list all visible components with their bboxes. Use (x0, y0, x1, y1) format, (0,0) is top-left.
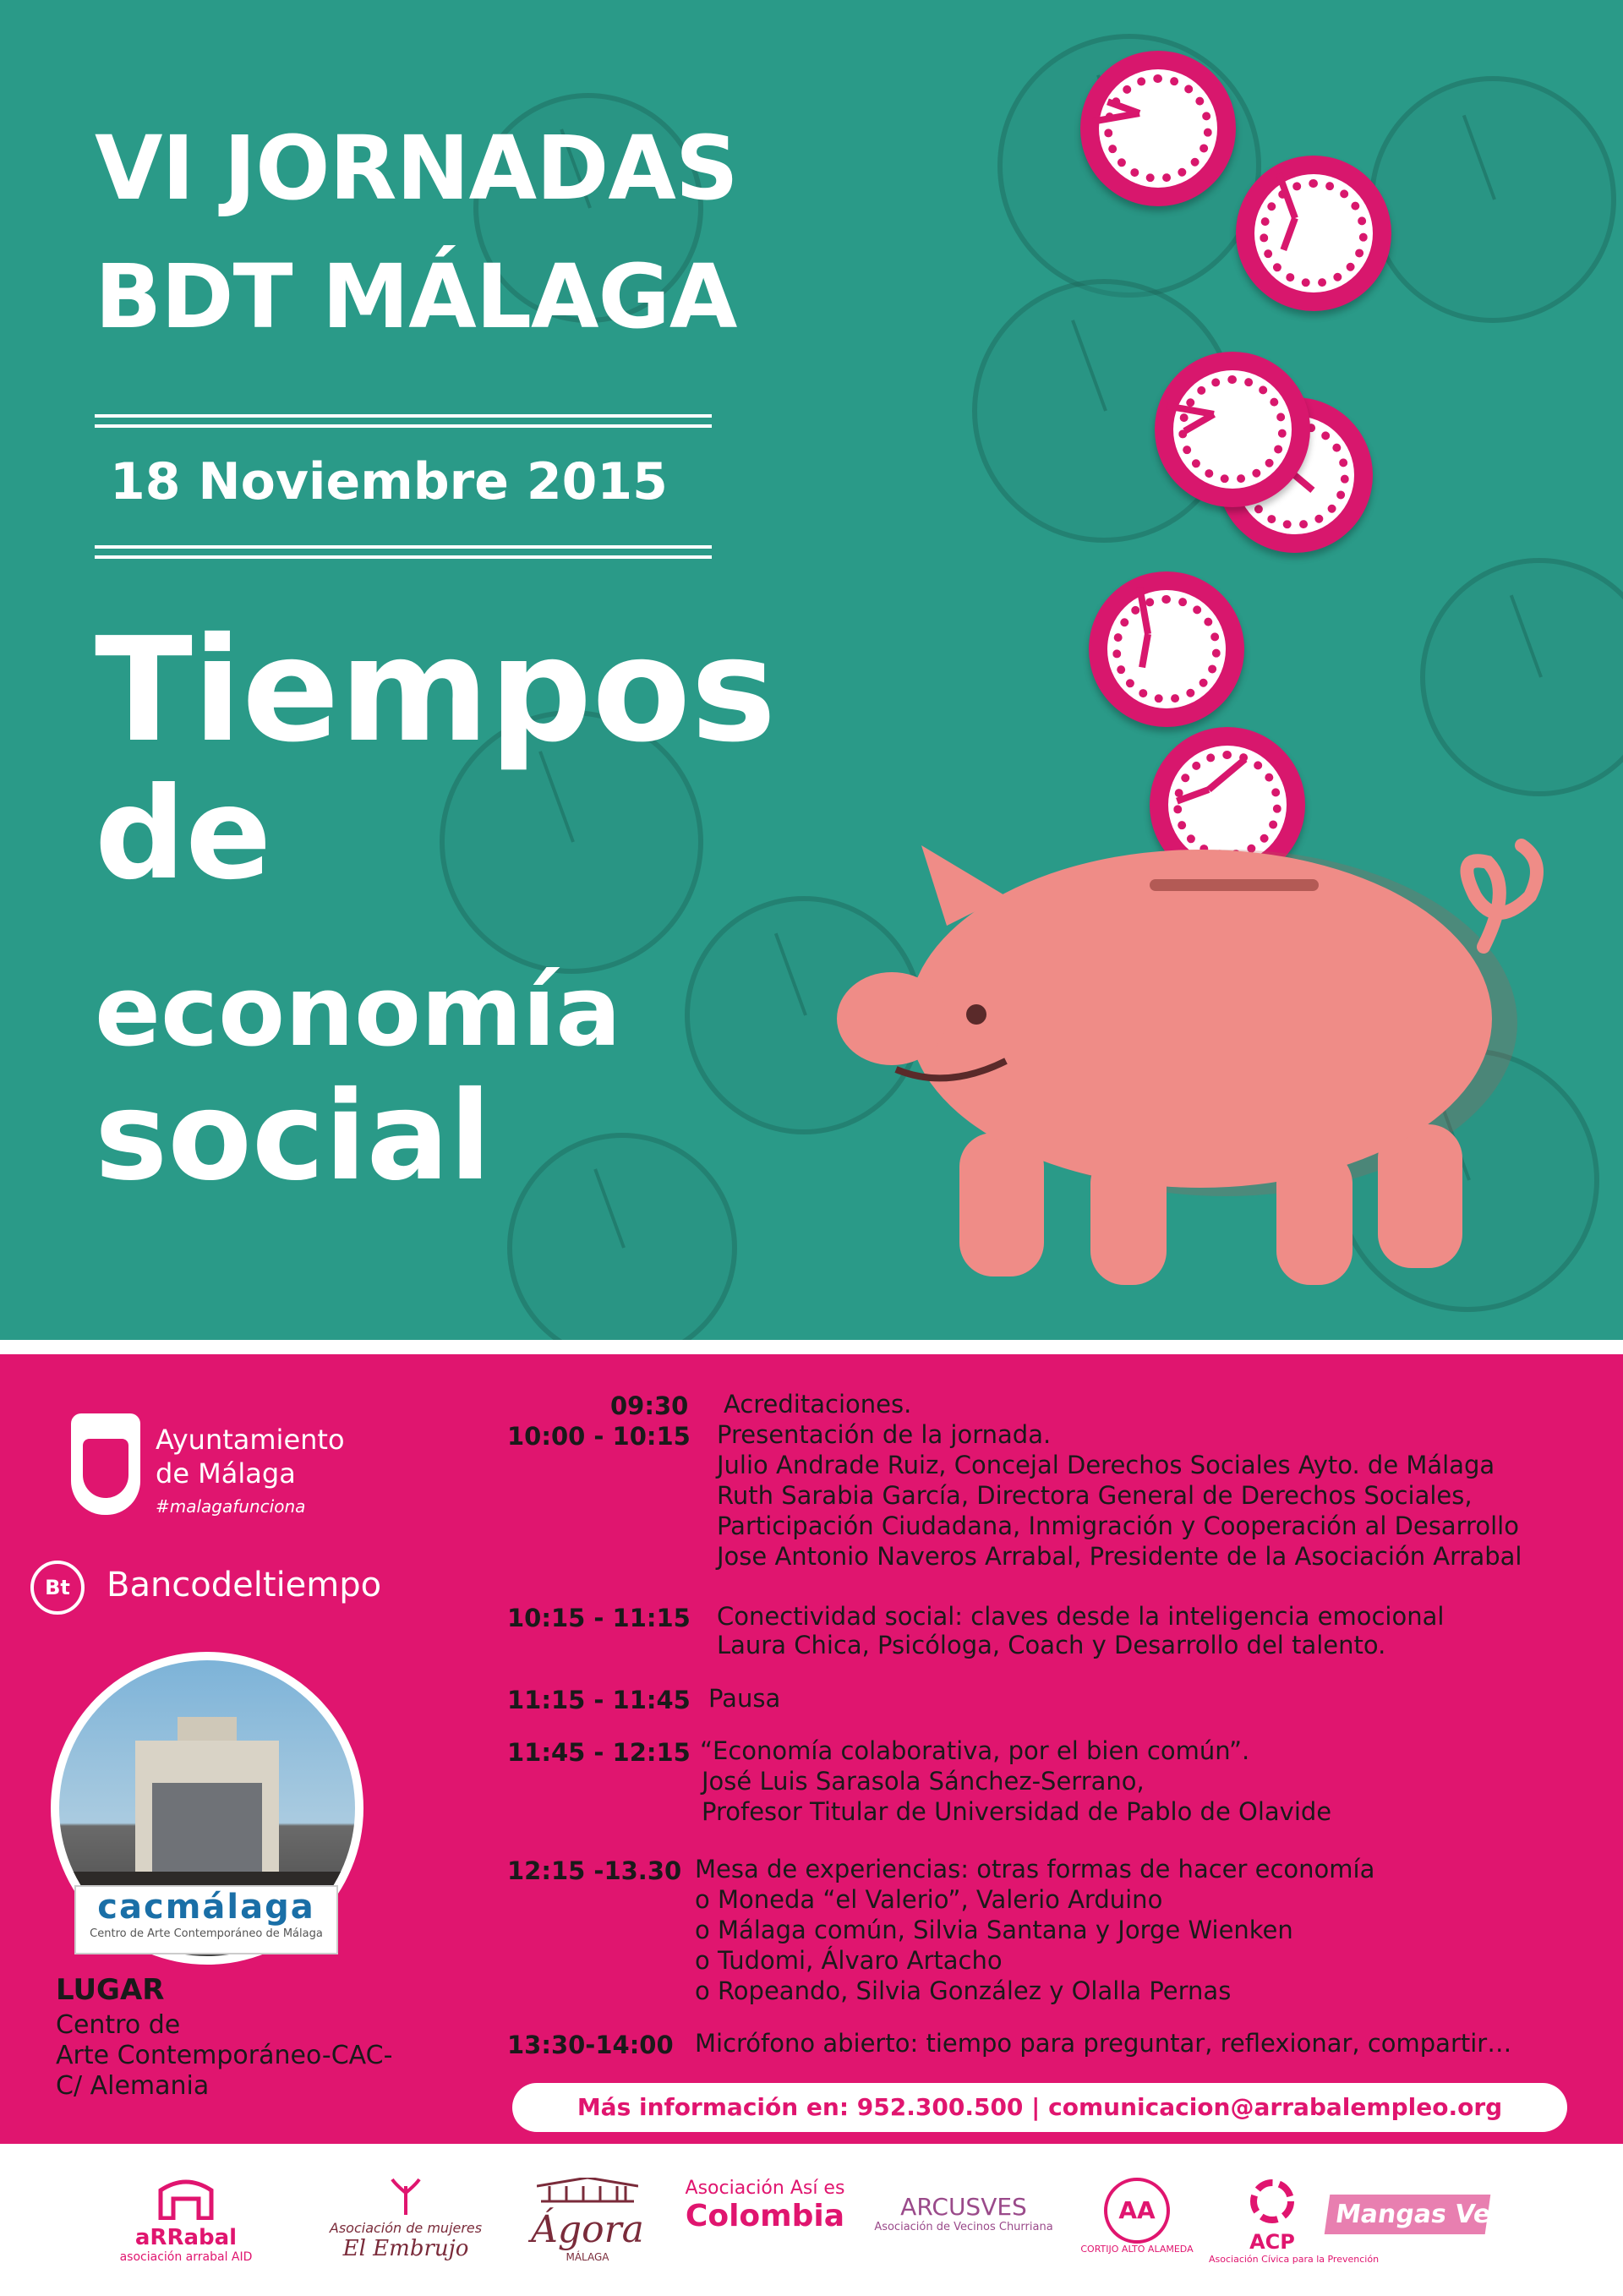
cac-malaga-logo: cacmálaga Centro de Arte Contemporáneo de Málaga (74, 1885, 338, 1954)
tagline-word-4: social (95, 1065, 492, 1208)
program-line: Presentación de la jornada. (717, 1420, 1052, 1449)
contact-info-bar: Más información en: 952.300.500 | comunicacion@arrabalempleo.org (512, 2083, 1567, 2132)
logo-acp: ACP Asociación Cívica para la Prevención (1209, 2178, 1336, 2271)
logo-cortijo-alto-alameda: AA CORTIJO ALTO ALAMEDA (1074, 2178, 1200, 2271)
event-title-line1: VI JORNADAS (95, 117, 738, 220)
logo-arcusves: ARCUSVES Asociación de Vecinos Churriana (874, 2193, 1053, 2233)
program-line: Ruth Sarabia García, Directora General de Derechos Sociales, (717, 1481, 1473, 1510)
program-line: Mesa de experiencias: otras formas de hacer economía (695, 1855, 1375, 1883)
program-line: Participación Ciudadana, Inmigración y Cooperación al Desarrollo (717, 1512, 1519, 1540)
ayuntamiento-crest-icon (71, 1413, 140, 1515)
logo-arrabal: aRRabal asociación arrabal AID (93, 2178, 279, 2271)
ayuntamiento-name: de Málaga (156, 1457, 296, 1490)
program-line: Laura Chica, Psicóloga, Coach y Desarrollo del talento. (717, 1631, 1386, 1659)
tree-icon (389, 2178, 423, 2215)
logo-mangas-verdes: Mangas Verdes (1327, 2178, 1488, 2271)
banco-tiempo-icon: Bt (30, 1561, 85, 1615)
program-time: 12:15 -13.30 (507, 1856, 682, 1885)
program-line: o Moneda “el Valerio”, Valerio Arduino (695, 1885, 1163, 1914)
event-title-line2: BDT MÁLAGA (95, 245, 737, 348)
venue-heading: LUGAR (56, 1973, 165, 2007)
program-line: Julio Andrade Ruiz, Concejal Derechos Sociales Ayto. de Málaga (717, 1451, 1495, 1479)
program-line: Profesor Titular de Universidad de Pablo de Olavide (702, 1797, 1332, 1826)
tagline-word-2: de (95, 761, 272, 908)
program-time: 09:30 (610, 1391, 689, 1420)
temple-icon (537, 2178, 638, 2203)
program-time: 13:30-14:00 (507, 2031, 674, 2059)
tagline-word-3: economía (95, 955, 621, 1069)
arrabal-icon (156, 2178, 216, 2220)
acp-ring-icon (1249, 2178, 1296, 2225)
ayuntamiento-name: Ayuntamiento (156, 1424, 345, 1456)
logo-agora: Ágora MÁLAGA (524, 2178, 651, 2271)
program-line: Jose Antonio Naveros Arrabal, Presidente de la Asociación Arrabal (717, 1542, 1522, 1571)
program-time: 11:45 - 12:15 (507, 1738, 691, 1767)
event-date: 18 Noviembre 2015 (110, 452, 668, 511)
program-line: o Ropeando, Silvia González y Olalla Pernas (695, 1976, 1232, 2005)
program-line: o Málaga común, Silvia Santana y Jorge Wienken (695, 1916, 1293, 1944)
logo-el-embrujo: Asociación de mujeres El Embrujo (313, 2178, 499, 2271)
program-time: 10:00 - 10:15 (507, 1422, 691, 1451)
ayuntamiento-hashtag: #malagafunciona (156, 1496, 306, 1517)
venue-line: Centro de (56, 2010, 181, 2040)
venue-line: Arte Contemporáneo-CAC- (56, 2041, 393, 2070)
program-line: o Tudomi, Álvaro Artacho (695, 1946, 1003, 1975)
banco-tiempo-logo: Bancodeltiempo (107, 1566, 382, 1604)
program-line: Conectividad social: claves desde la inteligencia emocional (717, 1602, 1445, 1631)
tagline-word-1: Tiempos (95, 607, 777, 774)
program-line: José Luis Sarasola Sánchez-Serrano, (702, 1767, 1145, 1796)
program-line: Acreditaciones. (724, 1390, 912, 1419)
section-divider (0, 1340, 1623, 1354)
venue-line: C/ Alemania (56, 2071, 210, 2101)
program-line: Micrófono abierto: tiempo para preguntar, reflexionar, compartir… (695, 2029, 1512, 2058)
logo-asi-es-colombia: Asociación Así es Colombia (685, 2178, 845, 2233)
program-line: “Economía colaborativa, por el bien común”. (700, 1736, 1250, 1765)
program-time: 10:15 - 11:15 (507, 1604, 691, 1632)
program-line: Pausa (708, 1684, 781, 1713)
program-time: 11:15 - 11:45 (507, 1686, 691, 1714)
